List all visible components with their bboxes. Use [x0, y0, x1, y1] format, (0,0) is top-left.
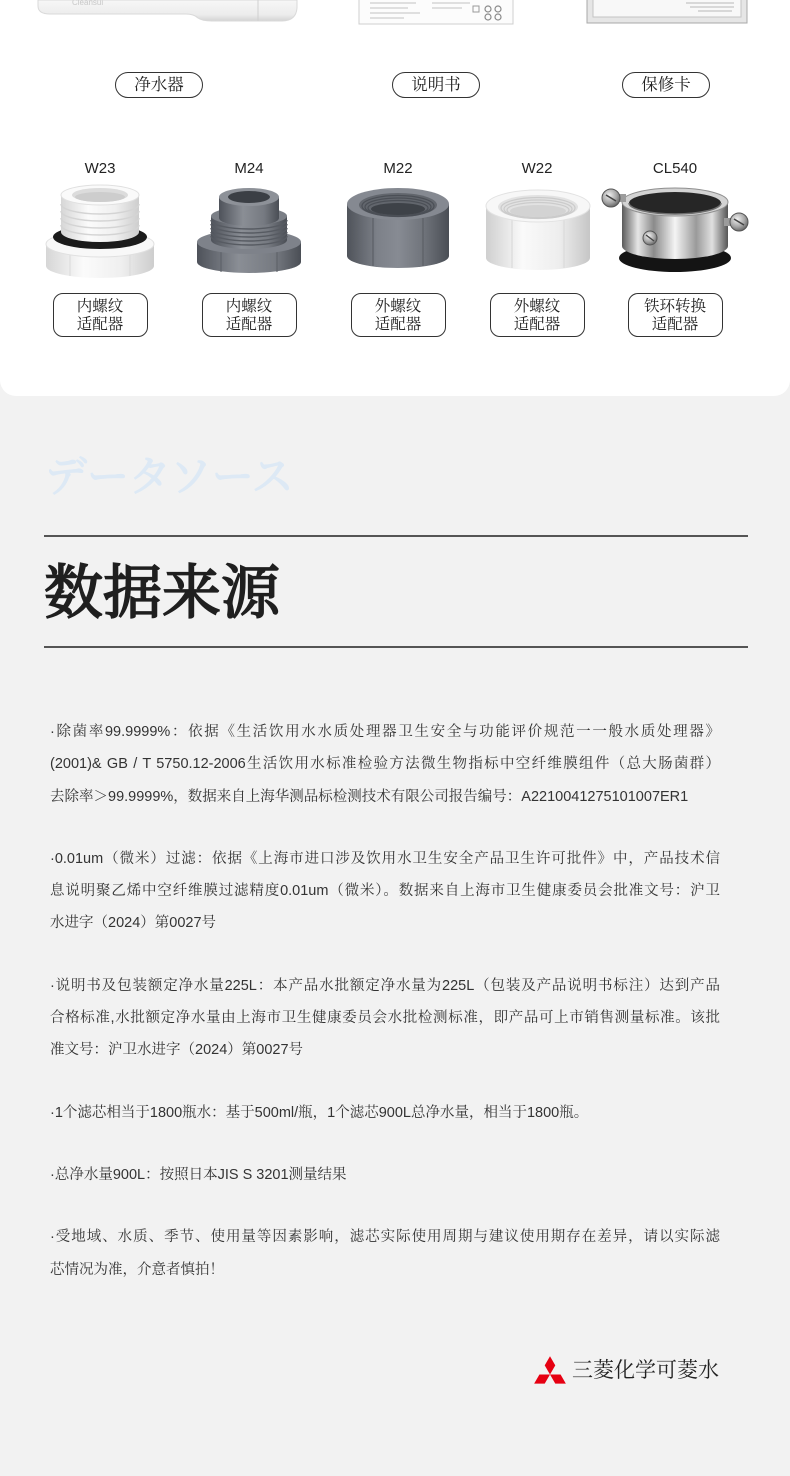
adapter-type-badge [351, 293, 446, 337]
note-line: ·1个滤芯相当于1800瓶水：基于500ml/瓶，1个滤芯900L总净水量，相当于1800瓶。 [50, 1104, 589, 1121]
label-instruction-manual: 说明书 [392, 72, 480, 98]
note-paragraph [50, 970, 720, 1067]
title-divider-top [44, 535, 748, 537]
label-water-purifier: 净水器 [115, 72, 203, 98]
adapter-model-label: W22 [521, 160, 553, 177]
adapter-type-line1: 铁环转换 [643, 296, 706, 315]
note-line: 水进字（2024）第0027号 [50, 915, 217, 932]
title-divider-bottom [44, 646, 748, 648]
adapter-type-line1: 内螺纹 [76, 296, 124, 315]
adapter-type-line1: 外螺纹 [374, 296, 422, 315]
adapter-model-label: M22 [383, 160, 413, 177]
adapter-type-line1: 内螺纹 [225, 296, 273, 315]
note-line: (2001)& GB / T 5750.12-2006生活饮用水标准检验方法微生物指标中空纤维膜组件（总大肠菌群） [50, 756, 720, 773]
note-line: ·说明书及包装额定净水量225L：本产品水批额定净水量为225L（包装及产品说明书标注）达到产品 [50, 977, 720, 994]
adapter-type-line2: 适配器 [374, 315, 422, 333]
purifier-brand-print: Cleansui [72, 0, 104, 7]
package-contents-card [0, 0, 790, 396]
data-source-notes [50, 716, 720, 1316]
adapter-cl540-image [600, 180, 750, 280]
section-watermark: データソース [45, 452, 294, 501]
adapter-w23-image [40, 180, 160, 280]
internal-threads [359, 193, 437, 217]
adapter-type-badge [202, 293, 297, 337]
note-line: 准文号：沪卫水进字（2024）第0027号 [50, 1042, 304, 1059]
adapter-type-line2: 适配器 [76, 315, 124, 333]
adapter-type-line1: 外螺纹 [513, 296, 561, 315]
adapter-m22-image [338, 180, 458, 280]
internal-threads [498, 195, 578, 219]
adapter-m22 [338, 0, 458, 396]
note-paragraph [50, 1221, 720, 1286]
adapter-w22-image [477, 180, 597, 280]
adapter-type-badge [53, 293, 148, 337]
adapter-type-line2: 适配器 [651, 315, 699, 333]
adapter-w22 [477, 0, 597, 396]
adapter-type-line2: 适配器 [225, 315, 273, 333]
note-line: ·除菌率99.9999%：依据《生活饮用水水质处理器卫生安全与功能评价规范一一般水质处理器》 [50, 724, 720, 740]
note-line: ·0.01um（微米）过滤：依据《上海市进口涉及饮用水卫生安全产品卫生许可批件》中，产品技术信 [50, 850, 720, 867]
top-cylinder [219, 188, 279, 226]
adapter-model-label: W23 [84, 160, 116, 177]
mitsubishi-three-diamonds-icon [534, 1356, 566, 1384]
adapter-type-badge [490, 293, 585, 337]
adapter-type-line2: 适配器 [513, 315, 561, 333]
adapter-type-badge [628, 293, 723, 337]
adapter-cl540 [615, 0, 735, 396]
threaded-cylinder [61, 185, 139, 242]
note-paragraph [50, 843, 720, 940]
note-line: ·总净水量900L：按照日本JIS S 3201测量结果 [50, 1166, 347, 1183]
note-paragraph [50, 1097, 720, 1129]
adapter-model-label: CL540 [652, 160, 698, 177]
note-line: 去除率＞99.9999%，数据来自上海华测品标检测技术有限公司报告编号：A2210041275101007ER1 [50, 788, 689, 805]
note-paragraph [50, 716, 720, 813]
chrome-ring [622, 188, 728, 259]
note-line: 合格标准,水批额定净水量由上海市卫生健康委员会水批检测标准，即产品可上市销售测量标准。该批 [50, 1010, 720, 1027]
label-warranty-card: 保修卡 [622, 72, 710, 98]
adapter-m24 [189, 0, 309, 396]
adapter-w23 [40, 0, 160, 396]
adapter-m24-image [189, 180, 309, 280]
note-paragraph [50, 1159, 720, 1191]
brand-name: 三菱化学可菱水 [572, 1358, 719, 1382]
note-line: 息说明聚乙烯中空纤维膜过滤精度0.01um（微米）。数据来自上海市卫生健康委员会批准文号：沪卫 [50, 883, 720, 900]
page-title: 数据来源 [44, 558, 281, 627]
note-line: ·受地域、水质、季节、使用量等因素影响，滤芯实际使用周期与建议使用期存在差异，请以实际滤 [50, 1229, 720, 1246]
note-line: 芯情况为准，介意者慎拍！ [50, 1261, 224, 1278]
adapter-model-label: M24 [234, 160, 264, 177]
brand-footer [534, 1356, 734, 1384]
screw-front [643, 231, 657, 245]
